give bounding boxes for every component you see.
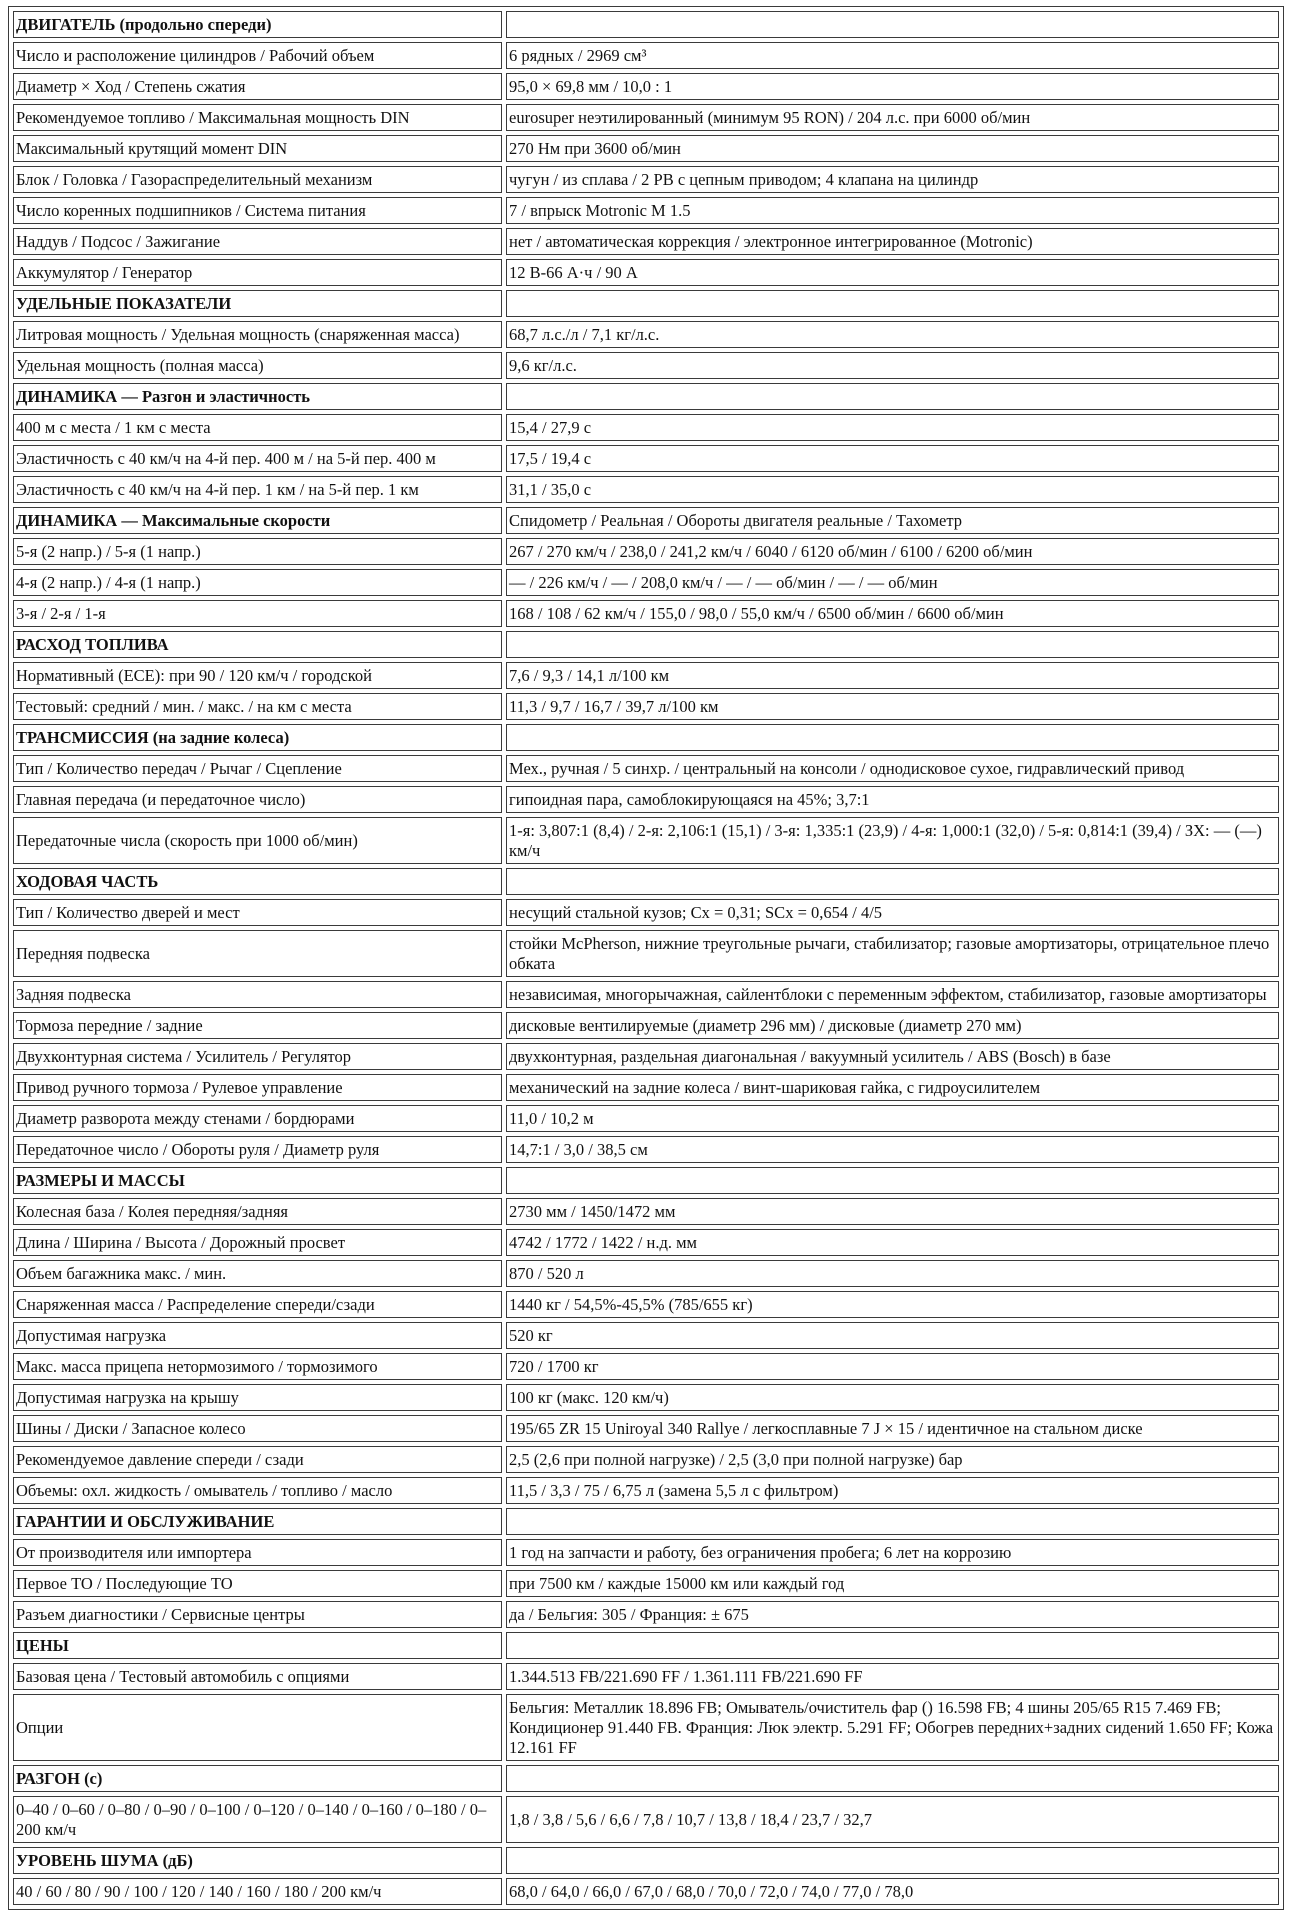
spec-row [13,352,1279,379]
spec-value: 1440 кг / 54,5%-45,5% (785/655 кг) [506,1291,1279,1318]
spec-row [13,1601,1279,1628]
spec-value: 1.344.513 FB/221.690 FF / 1.361.111 FB/221.690 FF [506,1663,1279,1690]
spec-label: Макс. масса прицепа нетормозимого / тормозимого [13,1353,502,1380]
section-header-row [13,11,1279,38]
spec-value: 168 / 108 / 62 км/ч / 155,0 / 98,0 / 55,0 км/ч / 6500 об/мин / 6600 об/мин [506,600,1279,627]
spec-value: 11,3 / 9,7 / 16,7 / 39,7 л/100 км [506,693,1279,720]
spec-label: Эластичность с 40 км/ч на 4-й пер. 1 км / на 5-й пер. 1 км [13,476,502,503]
spec-row [13,1796,1279,1843]
spec-value: Мех., ручная / 5 синхр. / центральный на консоли / однодисковое сухое, гидравлический привод [506,755,1279,782]
spec-value: 11,5 / 3,3 / 75 / 6,75 л (замена 5,5 л с фильтром) [506,1477,1279,1504]
section-title: ХОДОВАЯ ЧАСТЬ [13,868,502,895]
section-title: ЦЕНЫ [13,1632,502,1659]
spec-label: Диаметр разворота между стенами / бордюрами [13,1105,502,1132]
spec-label: От производителя или импортера [13,1539,502,1566]
spec-row [13,899,1279,926]
spec-row [13,414,1279,441]
spec-value: 68,0 / 64,0 / 66,0 / 67,0 / 68,0 / 70,0 / 72,0 / 74,0 / 77,0 / 78,0 [506,1878,1279,1905]
spec-label: Эластичность с 40 км/ч на 4-й пер. 400 м / на 5-й пер. 400 м [13,445,502,472]
spec-row [13,569,1279,596]
spec-label: Рекомендуемое давление спереди / сзади [13,1446,502,1473]
spec-value: — / 226 км/ч / — / 208,0 км/ч / — / — об/мин / — / — об/мин [506,569,1279,596]
spec-row [13,476,1279,503]
spec-value: 267 / 270 км/ч / 238,0 / 241,2 км/ч / 6040 / 6120 об/мин / 6100 / 6200 об/мин [506,538,1279,565]
spec-value: двухконтурная, раздельная диагональная / вакуумный усилитель / ABS (Bosch) в базе [506,1043,1279,1070]
spec-value: eurosuper неэтилированный (минимум 95 RON) / 204 л.с. при 6000 об/мин [506,104,1279,131]
spec-table [8,6,1284,1910]
spec-row [13,1198,1279,1225]
spec-label: Тормоза передние / задние [13,1012,502,1039]
spec-row [13,1136,1279,1163]
section-title: ДИНАМИКА — Максимальные скорости [13,507,502,534]
spec-label: Первое ТО / Последующие ТО [13,1570,502,1597]
spec-row [13,104,1279,131]
spec-value: Бельгия: Металлик 18.896 FB; Омыватель/очиститель фар () 16.598 FB; 4 шины 205/65 R15 7.469 FB; Кондиционер 91.440 FB. Франция: Люк электр. 5.291 FF; Обогрев передних+задних сидений 1.650 FF; Кожа 12.161 FF [506,1694,1279,1761]
spec-label: Передаточное число / Обороты руля / Диаметр руля [13,1136,502,1163]
section-header-row [13,631,1279,658]
spec-label: Главная передача (и передаточное число) [13,786,502,813]
spec-row [13,817,1279,864]
spec-label: 0–40 / 0–60 / 0–80 / 0–90 / 0–100 / 0–120 / 0–140 / 0–160 / 0–180 / 0–200 км/ч [13,1796,502,1843]
spec-value [506,11,1279,38]
section-header-row [13,724,1279,751]
spec-label: Передаточные числа (скорость при 1000 об/мин) [13,817,502,864]
spec-row [13,42,1279,69]
spec-value [506,1508,1279,1535]
spec-row [13,1477,1279,1504]
spec-row [13,930,1279,977]
spec-label: Аккумулятор / Генератор [13,259,502,286]
spec-value: 6 рядных / 2969 см³ [506,42,1279,69]
spec-value: 870 / 520 л [506,1260,1279,1287]
spec-label: Двухконтурная система / Усилитель / Регулятор [13,1043,502,1070]
spec-row [13,1043,1279,1070]
spec-row [13,600,1279,627]
spec-label: 40 / 60 / 80 / 90 / 100 / 120 / 140 / 160 / 180 / 200 км/ч [13,1878,502,1905]
spec-label: Диаметр × Ход / Степень сжатия [13,73,502,100]
spec-value [506,631,1279,658]
spec-value: несущий стальной кузов; Cx = 0,31; SCx = 0,654 / 4/5 [506,899,1279,926]
spec-row [13,1291,1279,1318]
section-header-row [13,1847,1279,1874]
spec-label: Допустимая нагрузка на крышу [13,1384,502,1411]
spec-label: Разъем диагностики / Сервисные центры [13,1601,502,1628]
spec-label: 4-я (2 напр.) / 4-я (1 напр.) [13,569,502,596]
spec-label: Снаряженная масса / Распределение спереди/сзади [13,1291,502,1318]
spec-value: Спидометр / Реальная / Обороты двигателя реальные / Тахометр [506,507,1279,534]
spec-label: Нормативный (ECE): при 90 / 120 км/ч / городской [13,662,502,689]
spec-value: 68,7 л.с./л / 7,1 кг/л.с. [506,321,1279,348]
spec-value: 9,6 кг/л.с. [506,352,1279,379]
spec-label: Тестовый: средний / мин. / макс. / на км с места [13,693,502,720]
spec-label: Опции [13,1694,502,1761]
spec-label: Блок / Головка / Газораспределительный механизм [13,166,502,193]
spec-value: 720 / 1700 кг [506,1353,1279,1380]
section-title: ГАРАНТИИ И ОБСЛУЖИВАНИЕ [13,1508,502,1535]
section-title: РАЗМЕРЫ И МАССЫ [13,1167,502,1194]
section-title: ТРАНСМИССИЯ (на задние колеса) [13,724,502,751]
spec-row [13,786,1279,813]
spec-row [13,1446,1279,1473]
spec-row [13,73,1279,100]
spec-value [506,1847,1279,1874]
spec-row [13,135,1279,162]
spec-value: 195/65 ZR 15 Uniroyal 340 Rallye / легкосплавные 7 J × 15 / идентичное на стальном диске [506,1415,1279,1442]
section-title: УРОВЕНЬ ШУМА (дБ) [13,1847,502,1874]
spec-row [13,1415,1279,1442]
spec-value: 14,7:1 / 3,0 / 38,5 см [506,1136,1279,1163]
spec-row [13,1663,1279,1690]
spec-label: Длина / Ширина / Высота / Дорожный просвет [13,1229,502,1256]
section-header-row [13,1765,1279,1792]
spec-value [506,724,1279,751]
section-header-row [13,290,1279,317]
spec-label: Тип / Количество дверей и мест [13,899,502,926]
spec-label: 3-я / 2-я / 1-я [13,600,502,627]
spec-value: 2730 мм / 1450/1472 мм [506,1198,1279,1225]
spec-row [13,1353,1279,1380]
spec-label: Колесная база / Колея передняя/задняя [13,1198,502,1225]
spec-row [13,197,1279,224]
section-title: РАСХОД ТОПЛИВА [13,631,502,658]
spec-value: гипоидная пара, самоблокирующаяся на 45%; 3,7:1 [506,786,1279,813]
spec-value: независимая, многорычажная, сайлентблоки с переменным эффектом, стабилизатор, газовые амортизаторы [506,981,1279,1008]
spec-row [13,538,1279,565]
spec-value: 7 / впрыск Motronic M 1.5 [506,197,1279,224]
spec-label: Литровая мощность / Удельная мощность (снаряженная масса) [13,321,502,348]
spec-row [13,321,1279,348]
section-title: ДВИГАТЕЛЬ (продольно спереди) [13,11,502,38]
spec-table-body [13,11,1279,1905]
section-header-row [13,868,1279,895]
spec-row [13,1878,1279,1905]
spec-value: 100 кг (макс. 120 км/ч) [506,1384,1279,1411]
spec-row [13,1012,1279,1039]
spec-row [13,1694,1279,1761]
spec-value [506,868,1279,895]
spec-label: Тип / Количество передач / Рычаг / Сцепление [13,755,502,782]
spec-row [13,259,1279,286]
spec-label: Наддув / Подсос / Зажигание [13,228,502,255]
spec-value [506,1632,1279,1659]
spec-label: Максимальный крутящий момент DIN [13,135,502,162]
spec-row [13,166,1279,193]
spec-label: Шины / Диски / Запасное колесо [13,1415,502,1442]
section-header-row [13,507,1279,534]
spec-value: да / Бельгия: 305 / Франция: ± 675 [506,1601,1279,1628]
spec-row [13,693,1279,720]
spec-row [13,1229,1279,1256]
spec-label: Задняя подвеска [13,981,502,1008]
section-header-row [13,1167,1279,1194]
spec-value [506,1167,1279,1194]
spec-value: нет / автоматическая коррекция / электронное интегрированное (Motronic) [506,228,1279,255]
spec-value: 7,6 / 9,3 / 14,1 л/100 км [506,662,1279,689]
spec-value: 11,0 / 10,2 м [506,1105,1279,1132]
spec-label: Передняя подвеска [13,930,502,977]
spec-label: 400 м с места / 1 км с места [13,414,502,441]
spec-value: 2,5 (2,6 при полной нагрузке) / 2,5 (3,0 при полной нагрузке) бар [506,1446,1279,1473]
spec-value: 31,1 / 35,0 с [506,476,1279,503]
spec-row [13,1570,1279,1597]
spec-value: 17,5 / 19,4 с [506,445,1279,472]
spec-value: механический на задние колеса / винт-шариковая гайка, с гидроусилителем [506,1074,1279,1101]
spec-value: 520 кг [506,1322,1279,1349]
spec-label: Число и расположение цилиндров / Рабочий объем [13,42,502,69]
spec-value [506,290,1279,317]
spec-value: 12 В-66 А·ч / 90 А [506,259,1279,286]
spec-row [13,1105,1279,1132]
spec-value: 270 Нм при 3600 об/мин [506,135,1279,162]
section-title: РАЗГОН (с) [13,1765,502,1792]
spec-value: дисковые вентилируемые (диаметр 296 мм) / дисковые (диаметр 270 мм) [506,1012,1279,1039]
spec-row [13,445,1279,472]
spec-row [13,1539,1279,1566]
spec-label: Допустимая нагрузка [13,1322,502,1349]
spec-label: Объемы: охл. жидкость / омыватель / топливо / масло [13,1477,502,1504]
spec-value: стойки McPherson, нижние треугольные рычаги, стабилизатор; газовые амортизаторы, отрицательное плечо обката [506,930,1279,977]
spec-value: при 7500 км / каждые 15000 км или каждый год [506,1570,1279,1597]
spec-row [13,228,1279,255]
section-header-row [13,383,1279,410]
spec-row [13,1384,1279,1411]
spec-label: Число коренных подшипников / Система питания [13,197,502,224]
spec-label: Объем багажника макс. / мин. [13,1260,502,1287]
spec-value: 1,8 / 3,8 / 5,6 / 6,6 / 7,8 / 10,7 / 13,8 / 18,4 / 23,7 / 32,7 [506,1796,1279,1843]
spec-value: чугун / из сплава / 2 РВ с цепным приводом; 4 клапана на цилиндр [506,166,1279,193]
spec-row [13,1322,1279,1349]
section-header-row [13,1632,1279,1659]
spec-row [13,755,1279,782]
spec-row [13,1260,1279,1287]
spec-label: Базовая цена / Тестовый автомобиль с опциями [13,1663,502,1690]
spec-row [13,981,1279,1008]
spec-value: 1 год на запчасти и работу, без ограничения пробега; 6 лет на коррозию [506,1539,1279,1566]
spec-value [506,1765,1279,1792]
spec-value: 15,4 / 27,9 с [506,414,1279,441]
spec-label: Рекомендуемое топливо / Максимальная мощность DIN [13,104,502,131]
section-header-row [13,1508,1279,1535]
section-title: УДЕЛЬНЫЕ ПОКАЗАТЕЛИ [13,290,502,317]
spec-value: 95,0 × 69,8 мм / 10,0 : 1 [506,73,1279,100]
spec-value: 4742 / 1772 / 1422 / н.д. мм [506,1229,1279,1256]
spec-value [506,383,1279,410]
section-title: ДИНАМИКА — Разгон и эластичность [13,383,502,410]
spec-label: Привод ручного тормоза / Рулевое управление [13,1074,502,1101]
spec-row [13,1074,1279,1101]
spec-value: 1-я: 3,807:1 (8,4) / 2-я: 2,106:1 (15,1) / 3-я: 1,335:1 (23,9) / 4-я: 1,000:1 (32,0) / 5-я: 0,814:1 (39,4) / ЗХ: — (—) км/ч [506,817,1279,864]
spec-label: 5-я (2 напр.) / 5-я (1 напр.) [13,538,502,565]
spec-row [13,662,1279,689]
spec-label: Удельная мощность (полная масса) [13,352,502,379]
